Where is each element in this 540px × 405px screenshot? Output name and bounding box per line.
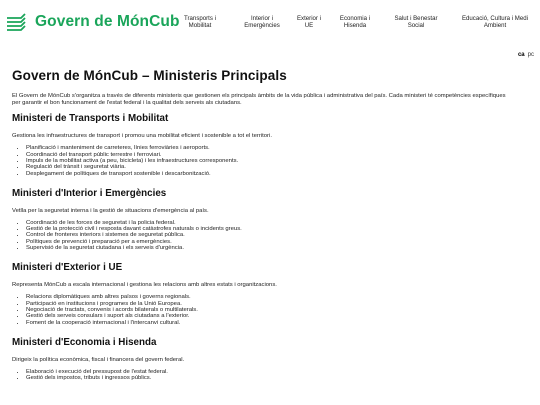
nav-item-label: Educació, Cultura i Medi bbox=[461, 15, 529, 22]
list-item: • Gestió de la protecció civil i resposta davant catàstrofes naturals o incidents greus. bbox=[26, 226, 528, 232]
site-header bbox=[0, 0, 540, 44]
ministry-exterior bbox=[12, 262, 528, 325]
ministry-description: Representa MónCub a escala internacional i gestiona les relacions amb altres estats i organitzacions. bbox=[12, 282, 277, 289]
ministry-description: Dirigeix la política econòmica, fiscal i financera del govern federal. bbox=[12, 356, 185, 363]
nav-item-label: Interior i bbox=[250, 15, 273, 22]
nav-item-label: Salut i Benestar bbox=[394, 15, 438, 22]
nav-item-transports[interactable] bbox=[178, 15, 222, 30]
list-item: • Relacions diplomàtiques amb altres països i governs regionals. bbox=[26, 294, 528, 300]
list-item: • Participació en institucions i programes de la Unió Europea. bbox=[26, 301, 528, 307]
ministry-title: Ministeri d'Economia i Hisenda bbox=[12, 336, 157, 348]
nav-item-label: Transports i bbox=[184, 15, 216, 22]
nav-item-exterior[interactable] bbox=[291, 15, 327, 30]
language-switcher bbox=[518, 52, 534, 58]
ministry-title: Ministeri d'Exterior i UE bbox=[12, 262, 123, 274]
list-item: • Foment de la cooperació internacional i l'intercanvi cultural. bbox=[26, 320, 528, 326]
ministry-title: Ministeri d'Interior i Emergències bbox=[12, 187, 167, 199]
nav-item-interior[interactable] bbox=[238, 15, 286, 30]
nav-item-economia[interactable] bbox=[335, 15, 375, 30]
ministry-list bbox=[26, 294, 528, 325]
ministry-list bbox=[26, 145, 528, 176]
ministry-title: Ministeri de Transports i Mobilitat bbox=[12, 113, 169, 125]
list-item: • Elaboració i execució del pressupost de l'estat federal. bbox=[26, 369, 528, 375]
nav-item-label: Economia i bbox=[339, 15, 371, 22]
language-ca[interactable]: ca bbox=[517, 52, 525, 58]
ministry-description: Vetlla per la seguretat interna i la gestió de situacions d'emergència al país. bbox=[12, 207, 209, 214]
list-item: • Regulació del trànsit i seguretat viària. bbox=[26, 164, 528, 170]
ministry-economia bbox=[12, 337, 528, 382]
nav-item-salut[interactable] bbox=[387, 15, 445, 30]
ministry-transports bbox=[12, 113, 528, 176]
list-item: • Supervisió de la seguretat ciutadana i els serveis d'urgència. bbox=[26, 245, 528, 251]
list-item: • Control de fronteres interiors i sistemes de seguretat pública. bbox=[26, 232, 528, 238]
nav-item-label: Ambient bbox=[483, 22, 507, 30]
language-pc[interactable]: pc bbox=[527, 52, 534, 58]
list-item: • Coordinació de les forces de seguretat i la policia federal. bbox=[26, 220, 528, 226]
ministry-description: Gestiona les infraestructures de transport i promou una mobilitat eficient i sostenible a tot el territori. bbox=[12, 133, 272, 140]
main-content bbox=[12, 68, 528, 392]
nav-item-label: Exterior i bbox=[296, 15, 322, 22]
list-item: • Gestió dels impostos, tributs i ingressos públics. bbox=[26, 375, 528, 381]
nav-item-label: Emergències bbox=[244, 22, 280, 30]
list-item: • Negociació de tractats, convenis i acords bilaterals o multilaterals. bbox=[26, 307, 528, 313]
main-nav bbox=[0, 15, 540, 37]
ministry-list bbox=[26, 220, 528, 251]
nav-item-label: Social bbox=[407, 22, 425, 30]
list-item: • Polítiques de prevenció i preparació per a emergències. bbox=[26, 239, 528, 245]
page-title: Govern de MónCub – Ministeris Principals bbox=[12, 68, 287, 83]
nav-item-label: Mobilitat bbox=[188, 22, 212, 30]
ministry-interior bbox=[12, 188, 528, 251]
list-item: • Coordinació del transport públic terrestre i ferroviari. bbox=[26, 152, 528, 158]
list-item: • Desplegament de polítiques de transport sostenible i descarbonització. bbox=[26, 171, 528, 177]
logo-text: Govern de MónCub bbox=[35, 13, 180, 30]
list-item: • Planificació i manteniment de carreteres, línies ferroviàries i aeroports. bbox=[26, 145, 528, 151]
ministry-list bbox=[26, 369, 528, 382]
intro-text: El Govern de MónCub s'organitza a través de diferents ministeris que gestionen els principals àmbits de la vida pública i administrativa del país. Cada ministeri té competències específiques per garantir el bon funcionament de l'estat federal i la qualitat dels serveis als ciutadans. bbox=[12, 93, 506, 107]
nav-item-educacio[interactable] bbox=[455, 15, 535, 30]
nav-item-label: UE bbox=[304, 22, 314, 30]
nav-item-label: Hisenda bbox=[343, 22, 367, 30]
list-item: • Gestió dels serveis consulars i suport als ciutadans a l'exterior. bbox=[26, 313, 528, 319]
list-item: • Impuls de la mobilitat activa (a peu, bicicleta) i les infraestructures corresponents. bbox=[26, 158, 528, 164]
